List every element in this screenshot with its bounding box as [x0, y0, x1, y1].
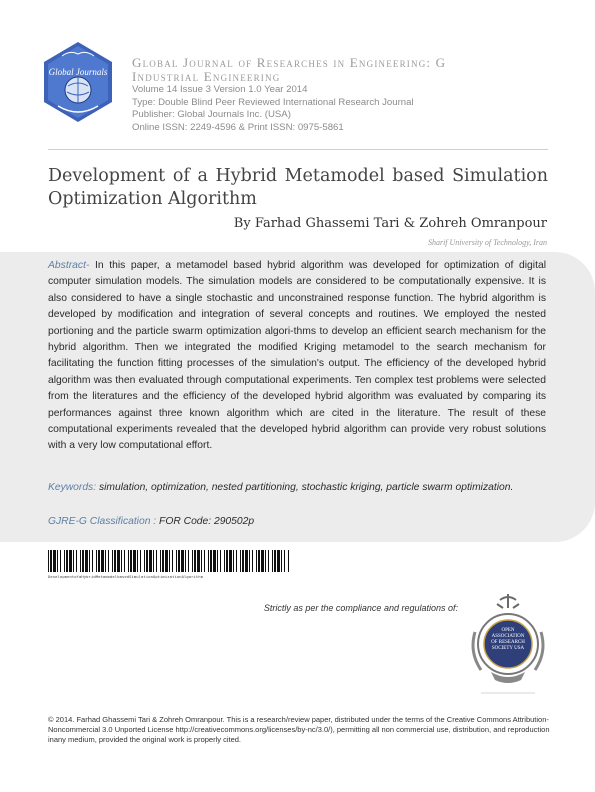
header-divider: [48, 149, 548, 150]
abstract-text: In this paper, a metamodel based hybrid algorithm was developed for optimization of digital computer simulation models. The simulation models are considered to be computationally expensive. It is also considered to have a single stochastic and unconstrained response function. The hybrid algorithm is developed by modification and integration of several concepts and routines. We employed the nested portioning and the particle swarm optimization algori-thms to develop an efficient search mechanism for the hybrid algorithm. Then we integrated the modified Kriging metamodel to the search mechanism for facilitating the function fitting processes of the simulation's output. The efficiency of the developed hybrid algorithm was then evaluated through computational experiments. Ten complex test problems were selected from the literatures and the efficiency of the developed hybrid algorithm was evaluated by comparing its performances against three known algorithm which are cited in the literature. The result of these computational experiments revealed that the developed hybrid algorithm can provide very robust solutions with a very low computational effort.: [48, 260, 546, 452]
compliance-note: Strictly as per the compliance and regulations of:: [263, 603, 458, 613]
keywords-text: simulation, optimization, nested partitioning, stochastic kriging, particle swarm optimization.: [98, 482, 514, 493]
barcode-caption: DevelopmentofaHybridMetamodelbasedSimulationOptimizationAlgorithm: [48, 574, 204, 579]
logo-text: Global Journals: [48, 67, 108, 77]
article-title: Development of a Hybrid Metamodel based Simulation Optimization Algorithm: [48, 166, 548, 209]
journal-issn: Online ISSN: 2249-4596 & Print ISSN: 0975-5861: [132, 121, 344, 133]
barcode: [48, 550, 292, 572]
keywords-label: Keywords:: [48, 482, 97, 493]
classification: [48, 516, 546, 527]
journal-title: Global Journal of Researches in Engineering: G: [132, 55, 447, 70]
keywords: [48, 480, 546, 495]
global-journals-logo: [40, 40, 116, 130]
seal-text: OPEN ASSOCIATION OF RESEARCH SOCIETY USA: [491, 628, 525, 651]
journal-subtitle: Industrial Engineering: [132, 69, 281, 84]
open-association-seal: [467, 592, 549, 700]
classification-label: GJRE-G Classification :: [48, 516, 157, 527]
journal-header: [132, 56, 582, 134]
journal-issue: Volume 14 Issue 3 Version 1.0 Year 2014: [132, 84, 308, 95]
classification-code: FOR Code: 290502p: [159, 516, 255, 527]
journal-publisher: Publisher: Global Journals Inc. (USA): [132, 109, 291, 120]
abstract-label: Abstract-: [48, 260, 90, 271]
journal-type: Type: Double Blind Peer Reviewed International Research Journal: [132, 96, 414, 108]
copyright-footer: © 2014. Farhad Ghassemi Tari & Zohreh Omranpour. This is a research/review paper, distributed under the terms of the Creative Commons Attribution-Noncommercial 3.0 Unported License http://creativecommons.org/licenses/by-nc/3.0/), permitting all non commercial use, distribution, and reproduction inany medium, provided the original work is properly cited.: [48, 715, 550, 745]
article-authors: By Farhad Ghassemi Tari & Zohreh Omranpour: [233, 216, 547, 231]
abstract: [48, 258, 546, 455]
author-affiliation: Sharif University of Technology, Iran: [427, 238, 547, 247]
